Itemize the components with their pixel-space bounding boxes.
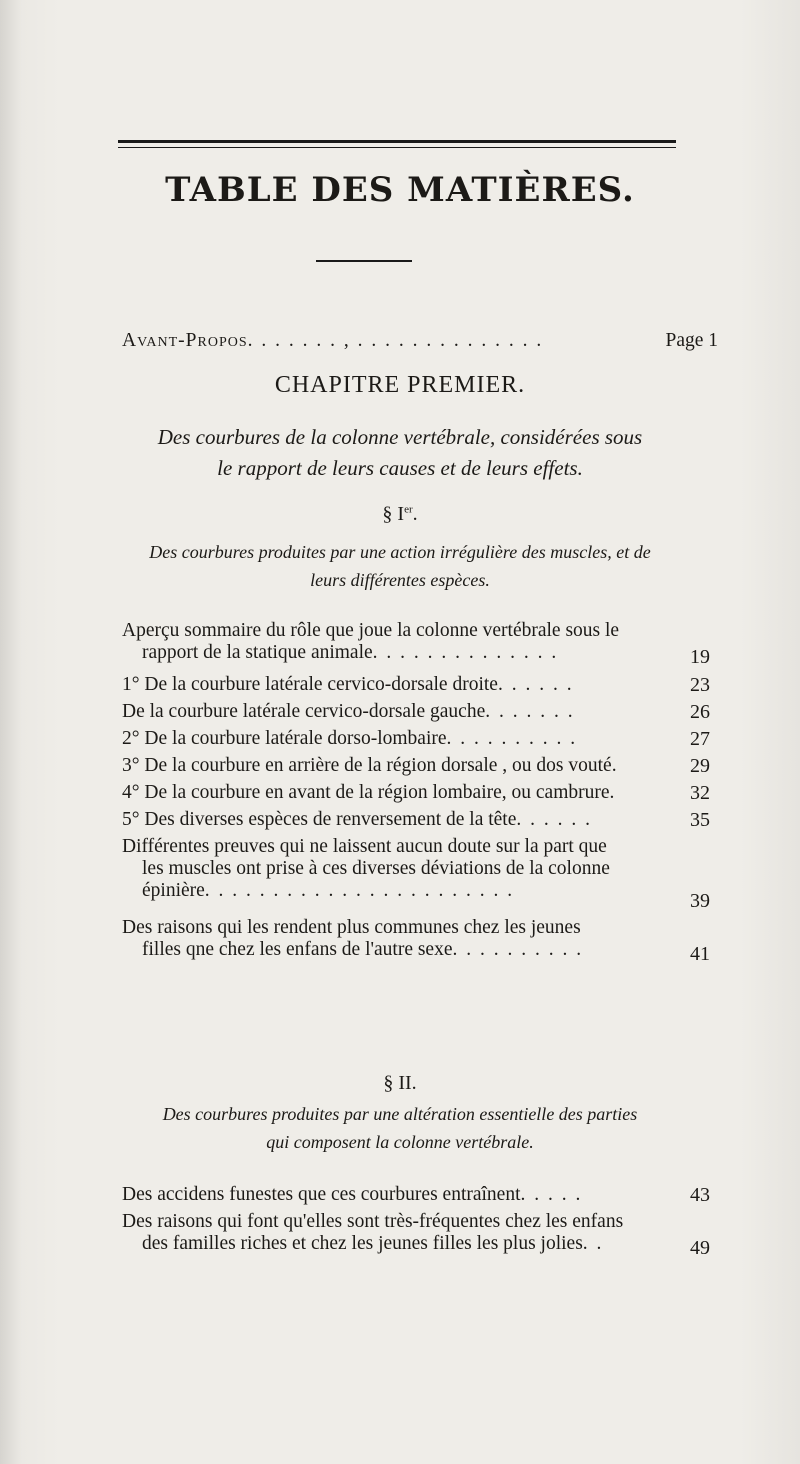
chapter-heading: CHAPITRE PREMIER. bbox=[274, 372, 526, 398]
avant-propos-label: Avant-Propos bbox=[122, 330, 248, 351]
section-subtitle-line: Des courbures produites par une altération essentielle des parties bbox=[162, 1104, 638, 1124]
toc-entry bbox=[122, 1184, 710, 1206]
page-number: 23 bbox=[690, 674, 710, 696]
entry-text: rapport de la statique animale bbox=[142, 642, 373, 663]
page-number: 35 bbox=[690, 809, 710, 831]
entry-line bbox=[122, 642, 678, 664]
page-number: 27 bbox=[690, 728, 710, 750]
avant-propos-entry bbox=[122, 330, 718, 352]
page-number: 19 bbox=[690, 646, 710, 668]
leader-dots: . . . . . bbox=[520, 1184, 583, 1205]
toc-entry bbox=[122, 728, 710, 750]
section-subtitle-line: qui composent la colonne vertébrale. bbox=[266, 1132, 534, 1152]
entry-text: des familles riches et chez les jeunes filles les plus jolies bbox=[142, 1233, 583, 1254]
top-rule-thick bbox=[118, 140, 676, 143]
toc-entry bbox=[122, 674, 710, 696]
title-rule bbox=[316, 260, 412, 262]
toc-entry bbox=[122, 701, 710, 723]
entry-text: filles qne chez les enfans de l'autre sexe bbox=[142, 939, 453, 960]
leader-dots: . . . . . . . . . . . . . . . . . . . . . . . bbox=[204, 880, 515, 901]
entry-line bbox=[122, 1184, 678, 1206]
entry-line bbox=[122, 701, 678, 723]
leader-dots: . . . . . . . . . . bbox=[452, 939, 584, 960]
page-label: Page bbox=[665, 330, 704, 351]
page-number: 1 bbox=[708, 330, 718, 351]
toc-entry bbox=[122, 755, 710, 777]
toc-entry bbox=[122, 836, 710, 912]
entry-text: 5° Des diverses espèces de renversement de la tête bbox=[122, 809, 517, 830]
section-1-heading bbox=[0, 503, 800, 526]
page-number: 43 bbox=[690, 1184, 710, 1206]
section-subtitle-line: leurs différentes espèces. bbox=[310, 570, 490, 590]
entry-line bbox=[122, 939, 678, 961]
entry-line bbox=[122, 880, 678, 902]
leader-dots: . . . . . . . . . . . . . . bbox=[372, 642, 559, 663]
section-mark: § I bbox=[382, 503, 405, 525]
entry-text: De la courbure latérale cervico-dorsale gauche bbox=[122, 701, 486, 722]
entry-text: épinière bbox=[142, 880, 205, 901]
leader-dots: . . . . . . bbox=[516, 809, 593, 830]
entry-line: Aperçu sommaire du rôle que joue la colonne vertébrale sous le bbox=[122, 620, 620, 641]
page-number: 41 bbox=[690, 943, 710, 965]
entry-line bbox=[122, 809, 678, 831]
section-1-subtitle bbox=[0, 538, 800, 594]
entry-line: Différentes preuves qui ne laissent aucun doute sur la part que bbox=[122, 836, 607, 857]
section-end: . bbox=[412, 503, 418, 525]
page-number: 49 bbox=[690, 1237, 710, 1259]
section-2-subtitle bbox=[0, 1100, 800, 1156]
section-subtitle-line: Des courbures produites par une action irrégulière des muscles, et de bbox=[149, 542, 651, 562]
toc-entry bbox=[122, 1211, 710, 1259]
entry-line bbox=[122, 1233, 678, 1255]
page-number: 32 bbox=[690, 782, 710, 804]
leader-dots: . . . . . . . . . . bbox=[446, 728, 578, 749]
entry-line bbox=[122, 674, 678, 696]
toc-entry bbox=[122, 782, 710, 804]
entry-text: 3° De la courbure en arrière de la région dorsale , ou dos vouté. bbox=[122, 755, 617, 776]
entry-text: 4° De la courbure en avant de la région lombaire, ou cambrure. bbox=[122, 782, 615, 803]
entry-text: 2° De la courbure latérale dorso-lombaire bbox=[122, 728, 447, 749]
page-ref bbox=[665, 330, 718, 352]
leader-dots: . . . . . . bbox=[497, 674, 574, 695]
entry-line bbox=[122, 755, 678, 777]
entry-line bbox=[122, 782, 678, 804]
leader-dots: . . . . . . . , . . . . . . . . . . . . . . bbox=[247, 330, 544, 351]
chapter-subtitle bbox=[0, 422, 800, 484]
section-2-heading: § II. bbox=[383, 1072, 417, 1094]
entry-line bbox=[122, 728, 678, 750]
toc-entry bbox=[122, 620, 710, 668]
page-title: TABLE DES MATIÈRES. bbox=[165, 170, 635, 210]
chapter-subtitle-line: Des courbures de la colonne vertébrale, considérées sous bbox=[157, 425, 643, 449]
entry-line: Des raisons qui font qu'elles sont très-fréquentes chez les enfans bbox=[122, 1211, 624, 1232]
page-number: 39 bbox=[690, 890, 710, 912]
entry-line: Des raisons qui les rendent plus communes chez les jeunes bbox=[122, 917, 581, 938]
page-number: 29 bbox=[690, 755, 710, 777]
toc-entry bbox=[122, 917, 710, 965]
chapter-subtitle-line: le rapport de leurs causes et de leurs effets. bbox=[217, 456, 583, 480]
section-sup: er bbox=[404, 503, 413, 516]
entry-line: les muscles ont prise à ces diverses déviations de la colonne bbox=[142, 858, 610, 879]
leader-dots: . . bbox=[582, 1233, 604, 1254]
entry-text: 1° De la courbure latérale cervico-dorsale droite bbox=[122, 674, 498, 695]
entry-text: Des accidens funestes que ces courbures entraînent bbox=[122, 1184, 521, 1205]
leader-dots: . . . . . . . bbox=[485, 701, 575, 722]
page-number: 26 bbox=[690, 701, 710, 723]
toc-entry bbox=[122, 809, 710, 831]
top-rule-thin bbox=[118, 147, 676, 148]
